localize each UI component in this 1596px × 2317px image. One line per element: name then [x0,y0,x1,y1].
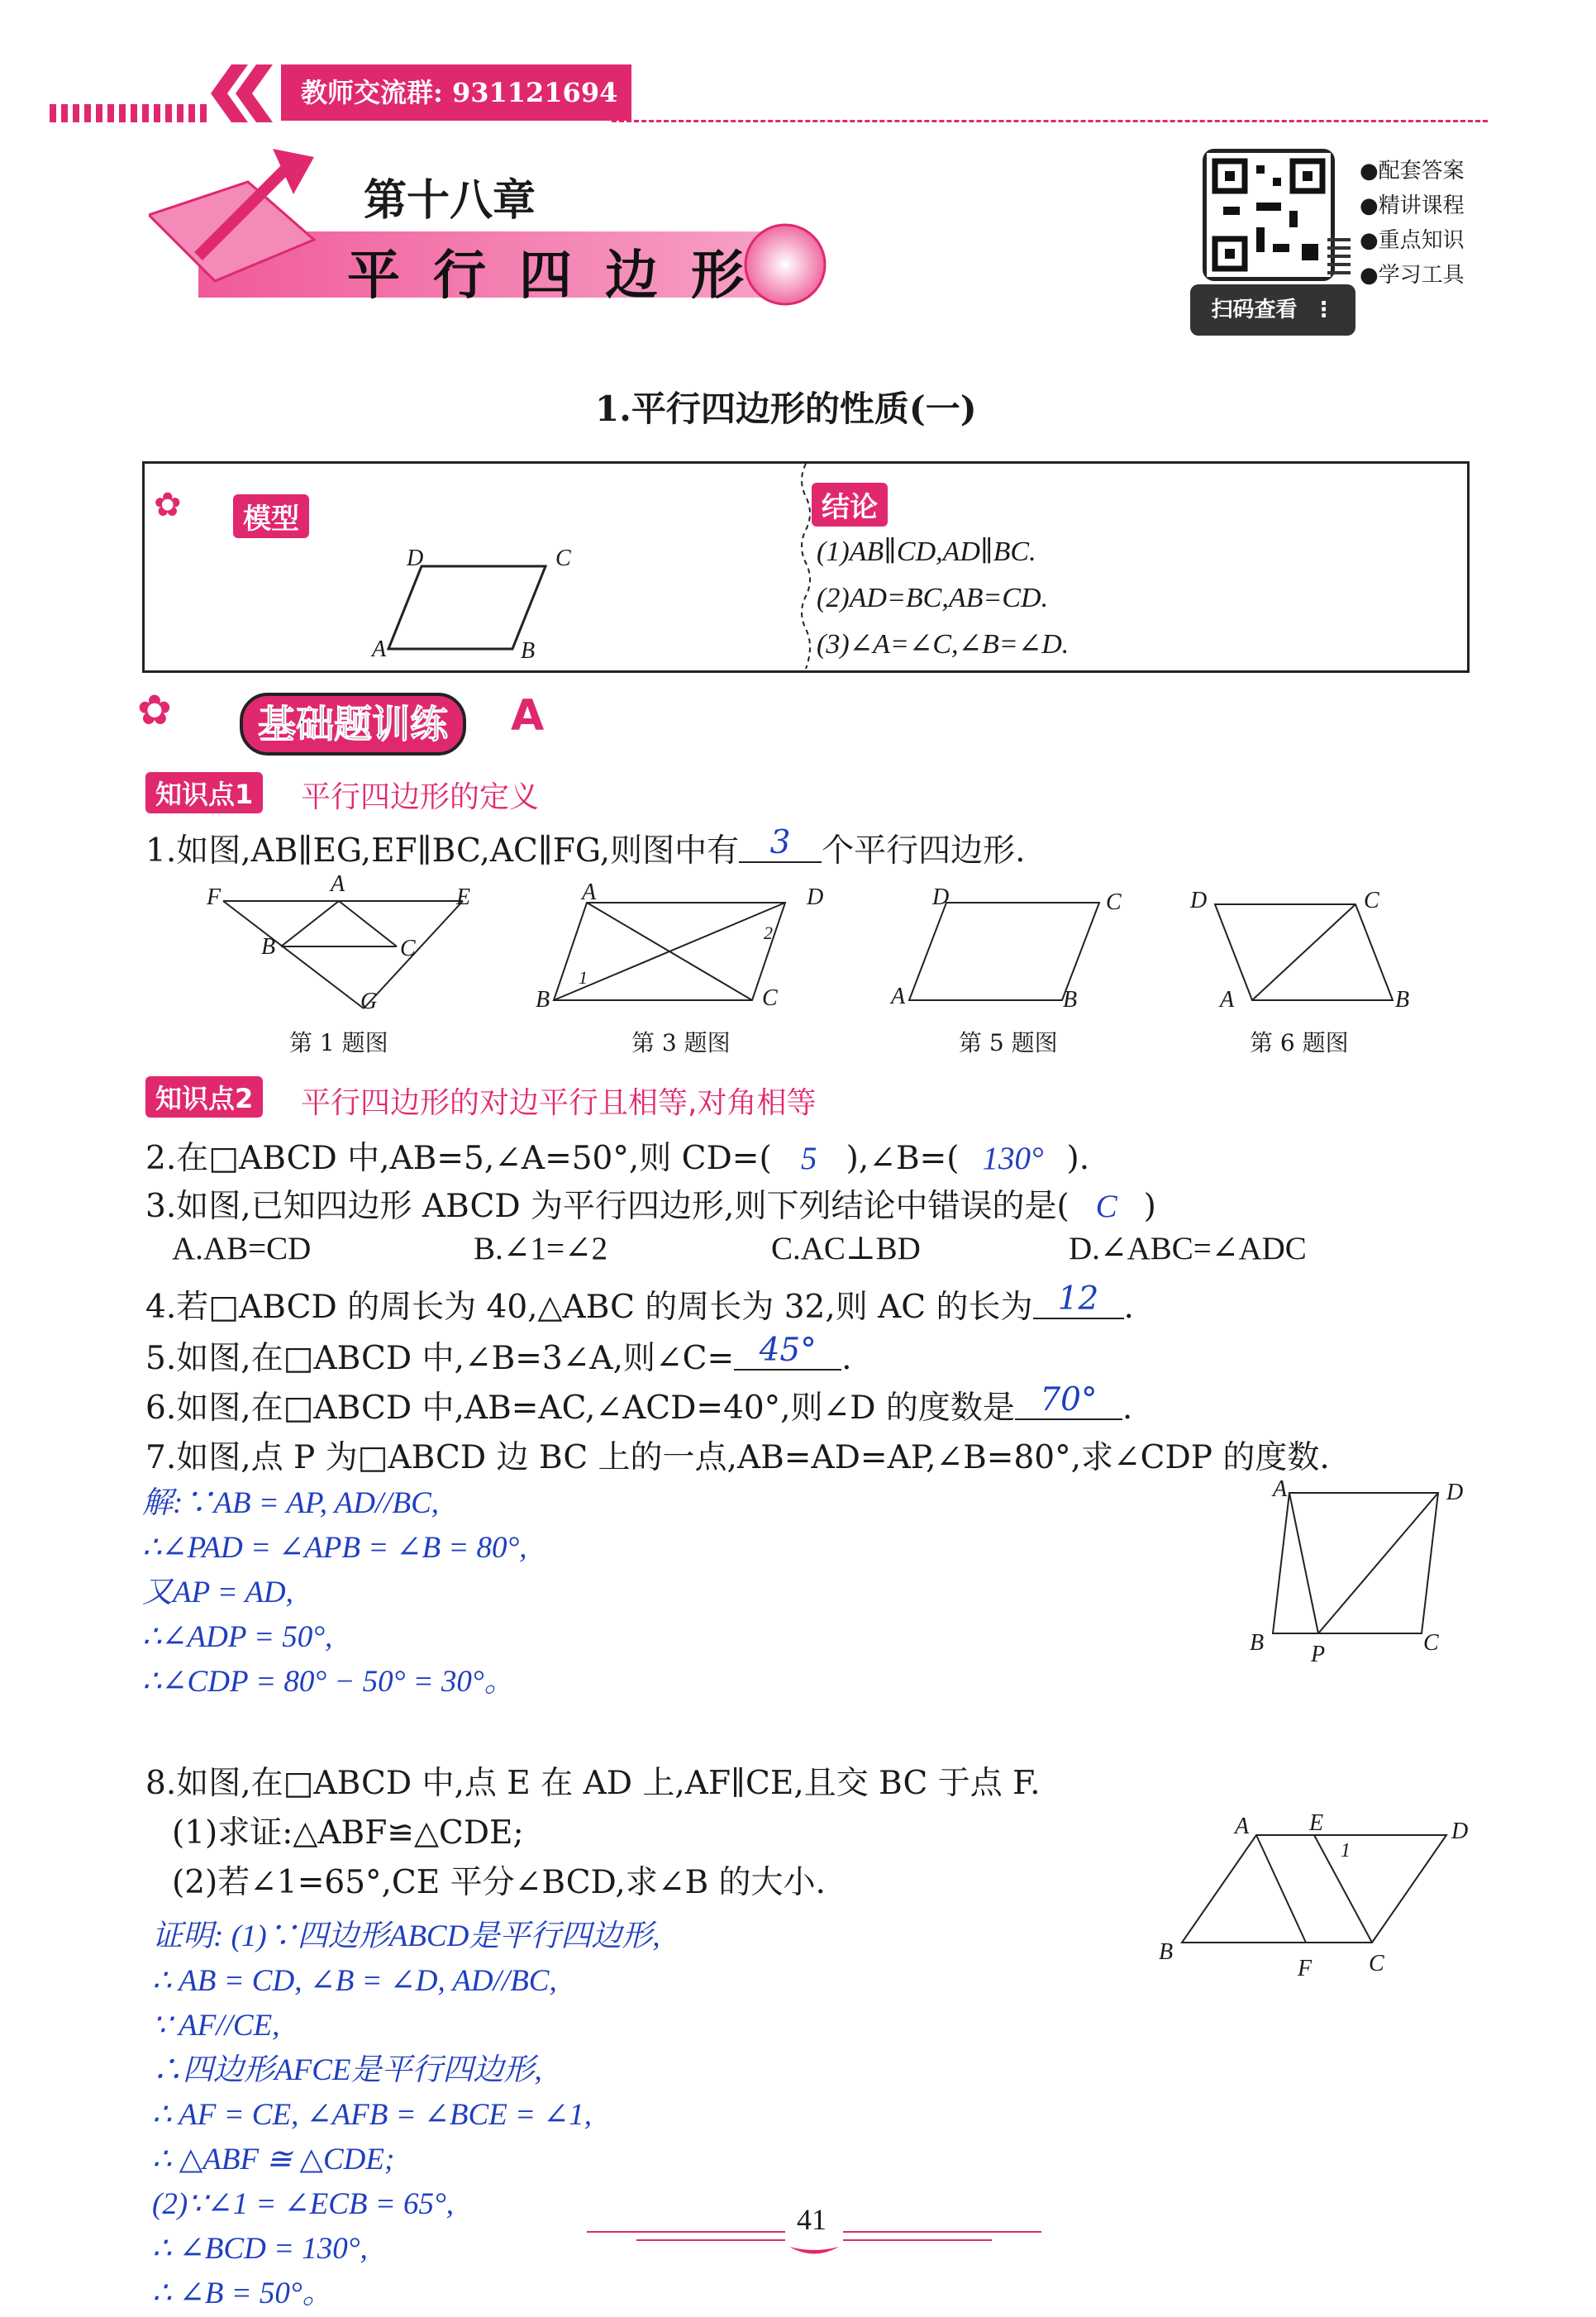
fig1-label-e: E [456,884,471,910]
header-dashed-line [612,120,1488,122]
q5 [145,1333,852,1379]
q6-text: 6.如图,在□ABCD 中,AB=AC,∠ACD=40°,则∠D 的度数是 [145,1390,1015,1427]
fig6-caption: 第 6 题图 [1250,1029,1349,1056]
scan-button[interactable] [1190,284,1355,336]
q5-text: 5.如图,在□ABCD 中,∠B=3∠A,则∠C= [145,1340,735,1377]
fig6-label-a: A [1220,987,1235,1013]
fig7-label-p: P [1311,1642,1326,1667]
scan-button-label: 扫码查看 [1211,298,1298,322]
fig6-label-b: B [1395,987,1410,1013]
q8-text: 8.如图,在□ABCD 中,点 E 在 AD 上,AF∥CE,且交 BC 于点 F. [145,1765,1041,1802]
q7-solution-line-1: 解:∵AB = AP, AD//BC, [142,1486,439,1520]
q8-solution-line-1: 证明: (1)∵四边形ABCD是平行四边形, [152,1919,660,1953]
model-point-b: B [521,638,536,664]
header-chevrons [207,64,281,122]
q2-answer-1: 5 [800,1141,817,1176]
q2-mid: ),∠B=( [846,1140,960,1177]
conclusion-label: 结论 [812,483,888,527]
q1-post: 个平行四边形. [822,832,1026,870]
q5-answer: 45° [734,1332,841,1371]
q8-solution-line-4: ∴四边形AFCE是平行四边形, [152,2053,542,2087]
fig1-label-g: G [360,989,378,1014]
fig1-caption: 第 1 题图 [289,1029,388,1056]
fig3-label-2: 2 [764,923,773,943]
fig6-label-c: C [1364,888,1379,913]
q3-answer: C [1095,1189,1117,1224]
group-banner [281,64,631,121]
q8-solution-line-7: (2)∵∠1 = ∠ECB = 65°, [152,2187,455,2221]
kp2-text: 平行四边形的对边平行且相等,对角相等 [301,1086,817,1120]
model-point-a: A [372,636,387,662]
fig1-label-b: B [261,934,276,960]
kp1-tag: 知识点1 [145,772,263,813]
fig7-label-c: C [1423,1630,1439,1656]
fig7-label-a: A [1273,1476,1288,1502]
q8-solution-line-5: ∴ AF = CE, ∠AFB = ∠BCE = ∠1, [152,2098,592,2132]
figure-8 [1174,1827,1455,1962]
q5-post: . [841,1340,852,1377]
fig3-label-b: B [536,987,550,1013]
fig8-label-a: A [1235,1814,1250,1839]
qr-side-lines [1327,233,1351,274]
q2-text: 2.在□ABCD 中,AB=5,∠A=50°,则 CD=( [145,1140,772,1177]
q8-sub1: (1)求证:△ABF≌△CDE; [172,1814,524,1852]
fig7-label-d: D [1446,1480,1464,1505]
q7-solution-line-5: ∴∠CDP = 80° − 50° = 30°。 [142,1665,515,1699]
q4-text: 4.若□ABCD 的周长为 40,△ABC 的周长为 32,则 AC 的长为 [145,1289,1033,1326]
q7-solution-line-4: ∴∠ADP = 50°, [142,1620,333,1654]
q1-answer: 3 [739,824,822,863]
header-stripes [50,104,207,122]
q7-solution [142,1481,527,1704]
q3-options [172,1230,1307,1267]
fig5-caption: 第 5 题图 [959,1029,1058,1056]
q4-post: . [1123,1289,1134,1326]
q3-option-d: D.∠ABC=∠ADC [1069,1231,1307,1266]
figure-1 [207,876,479,1028]
fig3-label-a: A [582,880,597,905]
fig3-label-c: C [762,985,778,1011]
conclusion-1: (1)AB∥CD,AD∥BC. [817,536,1036,567]
more-icon: ⋮ [1313,298,1335,322]
q7-solution-line-3: 又AP = AD, [142,1576,293,1609]
fig8-label-f: F [1298,1956,1313,1981]
qr-item-courses: ●精讲课程 [1360,193,1465,218]
q3-post: ) [1143,1188,1156,1225]
qr-item-knowledge: ●重点知识 [1360,228,1465,253]
qr-code[interactable] [1203,149,1335,281]
conclusion-list [817,529,1069,668]
q3-option-b: B.∠1=∠2 [474,1231,608,1266]
fig1-label-f: F [207,884,222,910]
fig1-label-a: A [331,871,345,897]
chapter-number: 第十八章 [364,176,536,226]
fig3-caption: 第 3 题图 [631,1029,731,1056]
q8-sub2: (2)若∠1=65°,CE 平分∠BCD,求∠B 的大小. [172,1864,826,1901]
q2-answer-2: 130° [982,1141,1044,1176]
q6-post: . [1122,1390,1133,1427]
q6 [145,1382,1132,1428]
q7-text: 7.如图,点 P 为□ABCD 边 BC 上的一点,AB=AD=AP,∠B=80°,求∠CDP 的度数. [145,1439,1330,1476]
q4-answer: 12 [1033,1280,1124,1319]
fig7-label-b: B [1250,1630,1265,1656]
qr-pattern [1207,153,1331,277]
group-label: 教师交流群: 931121694 [301,77,618,108]
q3-text: 3.如图,已知四边形 ABCD 为平行四边形,则下列结论中错误的是( [145,1188,1070,1225]
fig8-label-d: D [1451,1819,1469,1844]
kp2-tag: 知识点2 [145,1076,263,1118]
q3-option-c: C.AC⊥BD [771,1231,921,1266]
model-point-c: C [555,546,571,571]
conclusion-3: (3)∠A=∠C,∠B=∠D. [817,629,1070,660]
q8-solution-line-9: ∴ ∠B = 50°。 [152,2276,333,2310]
fig5-label-c: C [1106,889,1122,915]
q2 [145,1132,1089,1179]
q4 [145,1281,1134,1328]
training-title-text: 基础题训练 [258,702,448,746]
model-label: 模型 [233,494,309,538]
training-flower-icon: ✿ [137,686,172,734]
q1-text: 1.如图,AB∥EG,EF∥BC,AC∥FG,则图中有 [145,832,740,870]
q8-solution [152,1914,660,2316]
qr-items [1360,154,1465,293]
q6-answer: 70° [1015,1381,1122,1420]
fig6-label-d: D [1190,888,1208,913]
q2-post: ). [1066,1140,1090,1177]
fig8-label-e: E [1309,1810,1324,1836]
section-title: 1.平行四边形的性质(一) [595,389,977,429]
fig3-label-d: D [807,884,824,910]
fig5-label-b: B [1063,987,1078,1013]
page-number: 41 [797,2203,827,2236]
figure-7 [1256,1485,1455,1653]
kp1-text: 平行四边形的定义 [301,780,540,814]
training-title [240,693,466,756]
qr-item-tools: ●学习工具 [1360,263,1465,288]
fig5-label-a: A [891,984,906,1009]
fig1-label-c: C [400,936,416,961]
q8-solution-line-8: ∴ ∠BCD = 130°, [152,2232,368,2266]
training-level: A [511,691,545,741]
flower-icon: ✿ [154,486,182,524]
q8-solution-line-3: ∵ AF//CE, [152,2009,280,2043]
q3 [145,1180,1156,1227]
q8-solution-line-6: ∴ △ABF ≅ △CDE; [152,2143,395,2176]
chapter-title: 平行四边形 [347,245,777,307]
q8-solution-line-2: ∴ AB = CD, ∠B = ∠D, AD//BC, [152,1964,557,1998]
fig3-label-1: 1 [579,967,588,988]
conclusion-2: (2)AD=BC,AB=CD. [817,583,1049,613]
fig5-label-d: D [932,884,950,910]
model-point-d: D [407,546,424,571]
fig8-label-c: C [1369,1951,1384,1976]
fig8-label-b: B [1159,1939,1174,1965]
q1 [145,825,1026,871]
qr-item-answers: ●配套答案 [1360,159,1465,184]
model-parallelogram [364,546,570,673]
q3-option-a: A.AB=CD [172,1231,312,1266]
q7-solution-line-2: ∴∠PAD = ∠APB = ∠B = 80°, [142,1531,527,1565]
fig8-label-1: 1 [1341,1840,1351,1862]
